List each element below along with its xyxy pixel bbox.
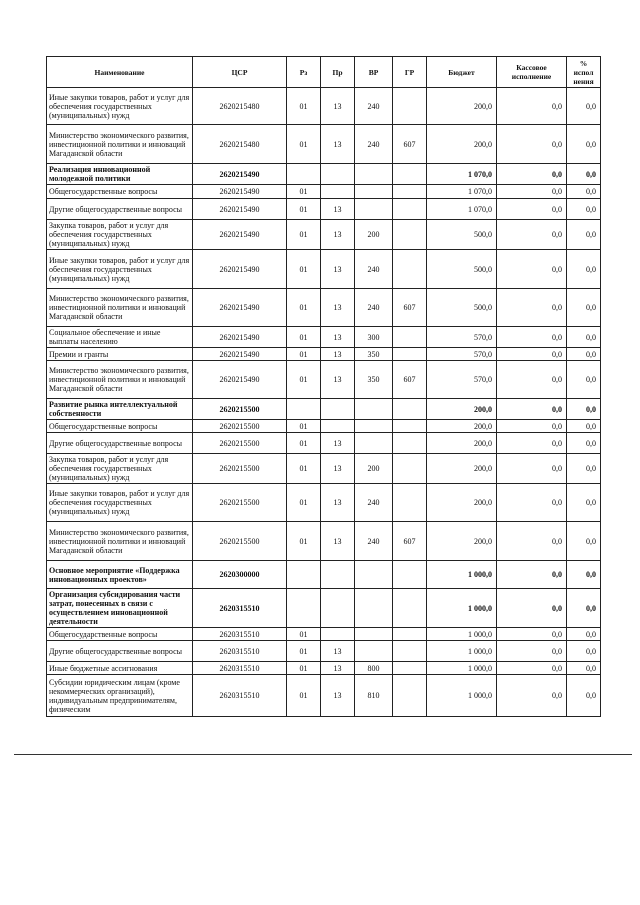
table-cell-pct: 0,0: [567, 327, 601, 348]
table-cell-csr: 2620215500: [193, 433, 287, 454]
table-cell-rz: 01: [287, 628, 321, 641]
header-pr: Пр: [321, 57, 355, 88]
table-cell-gr: [393, 433, 427, 454]
table-cell-rz: 01: [287, 662, 321, 675]
table-cell-pr: 13: [321, 220, 355, 250]
table-cell-vr: [355, 589, 393, 628]
table-cell-cash: 0,0: [497, 348, 567, 361]
table-cell-cash: 0,0: [497, 522, 567, 561]
table-cell-pct: 0,0: [567, 433, 601, 454]
table-cell-name: Иные закупки товаров, работ и услуг для обеспечения государственных (муниципальных) нужд: [47, 250, 193, 289]
table-row: [47, 454, 601, 484]
table-cell-pr: 13: [321, 125, 355, 164]
table-cell-vr: 810: [355, 675, 393, 717]
table-cell-csr: 2620215490: [193, 199, 287, 220]
table-cell-vr: 350: [355, 348, 393, 361]
table-cell-cash: 0,0: [497, 454, 567, 484]
table-cell-budget: 200,0: [427, 420, 497, 433]
table-cell-rz: [287, 164, 321, 185]
table-cell-budget: 500,0: [427, 220, 497, 250]
table-cell-cash: 0,0: [497, 164, 567, 185]
table-cell-name: Закупка товаров, работ и услуг для обеспечения государственных (муниципальных) нужд: [47, 220, 193, 250]
table-cell-pct: 0,0: [567, 641, 601, 662]
table-cell-pct: 0,0: [567, 420, 601, 433]
table-cell-budget: 1 000,0: [427, 561, 497, 589]
table-cell-vr: [355, 433, 393, 454]
table-cell-cash: 0,0: [497, 361, 567, 399]
table-cell-cash: 0,0: [497, 327, 567, 348]
table-cell-name: Министерство экономического развития, инвестиционной политики и инноваций Магаданской области: [47, 361, 193, 399]
table-cell-csr: 2620215480: [193, 88, 287, 125]
table-cell-gr: 607: [393, 125, 427, 164]
table-cell-pr: [321, 399, 355, 420]
table-cell-cash: 0,0: [497, 433, 567, 454]
table-cell-gr: [393, 662, 427, 675]
table-cell-name: Иные закупки товаров, работ и услуг для обеспечения государственных (муниципальных) нужд: [47, 484, 193, 522]
table-cell-pr: 13: [321, 641, 355, 662]
table-row: [47, 641, 601, 662]
table-cell-csr: 2620315510: [193, 675, 287, 717]
table-cell-cash: 0,0: [497, 484, 567, 522]
header-csr: ЦСР: [193, 57, 287, 88]
table-cell-vr: [355, 420, 393, 433]
table-cell-vr: 240: [355, 522, 393, 561]
table-cell-pct: 0,0: [567, 399, 601, 420]
table-cell-name: Основное мероприятие «Поддержка инновационных проектов»: [47, 561, 193, 589]
table-cell-budget: 570,0: [427, 327, 497, 348]
table-cell-name: Министерство экономического развития, инвестиционной политики и инноваций Магаданской области: [47, 289, 193, 327]
table-row: [47, 250, 601, 289]
table-cell-csr: 2620215490: [193, 361, 287, 399]
table-row: [47, 199, 601, 220]
table-cell-vr: 240: [355, 88, 393, 125]
table-cell-budget: 500,0: [427, 250, 497, 289]
table-cell-csr: 2620215500: [193, 454, 287, 484]
table-cell-csr: 2620215490: [193, 327, 287, 348]
table-cell-pr: [321, 164, 355, 185]
table-row: [47, 589, 601, 628]
table-cell-name: Развитие рынка интеллектуальной собственности: [47, 399, 193, 420]
table-cell-rz: [287, 561, 321, 589]
table-cell-cash: 0,0: [497, 589, 567, 628]
table-row: [47, 561, 601, 589]
table-row: [47, 522, 601, 561]
table-cell-budget: 200,0: [427, 125, 497, 164]
table-cell-cash: 0,0: [497, 88, 567, 125]
table-cell-budget: 200,0: [427, 484, 497, 522]
table-cell-cash: 0,0: [497, 289, 567, 327]
table-cell-rz: 01: [287, 420, 321, 433]
table-cell-pr: [321, 420, 355, 433]
table-cell-pct: 0,0: [567, 289, 601, 327]
table-cell-gr: [393, 199, 427, 220]
table-cell-pr: 13: [321, 484, 355, 522]
table-cell-budget: 200,0: [427, 433, 497, 454]
table-cell-cash: 0,0: [497, 220, 567, 250]
table-row: [47, 662, 601, 675]
table-cell-vr: 300: [355, 327, 393, 348]
table-cell-pct: 0,0: [567, 454, 601, 484]
table-cell-csr: 2620215490: [193, 289, 287, 327]
table-cell-cash: 0,0: [497, 641, 567, 662]
table-cell-name: Иные бюджетные ассигнования: [47, 662, 193, 675]
table-cell-vr: [355, 628, 393, 641]
table-row: [47, 399, 601, 420]
table-cell-pct: 0,0: [567, 361, 601, 399]
table-cell-rz: 01: [287, 454, 321, 484]
table-cell-name: Министерство экономического развития, инвестиционной политики и инноваций Магаданской области: [47, 125, 193, 164]
table-cell-pct: 0,0: [567, 589, 601, 628]
table-cell-name: Другие общегосударственные вопросы: [47, 641, 193, 662]
table-cell-pr: 13: [321, 522, 355, 561]
table-cell-pct: 0,0: [567, 628, 601, 641]
table-cell-pr: 13: [321, 662, 355, 675]
table-cell-pr: 13: [321, 348, 355, 361]
table-cell-vr: 240: [355, 125, 393, 164]
table-cell-gr: [393, 250, 427, 289]
header-rz: Рз: [287, 57, 321, 88]
table-cell-cash: 0,0: [497, 199, 567, 220]
table-cell-csr: 2620315510: [193, 641, 287, 662]
table-cell-gr: [393, 561, 427, 589]
table-cell-budget: 500,0: [427, 289, 497, 327]
table-cell-csr: 2620215480: [193, 125, 287, 164]
table-cell-cash: 0,0: [497, 662, 567, 675]
table-cell-pr: [321, 589, 355, 628]
table-cell-vr: [355, 185, 393, 199]
table-cell-csr: 2620215490: [193, 164, 287, 185]
table-cell-csr: 2620315510: [193, 662, 287, 675]
header-pct: % испол нения: [567, 57, 601, 88]
table-cell-pct: 0,0: [567, 185, 601, 199]
table-cell-gr: 607: [393, 361, 427, 399]
table-cell-csr: 2620215500: [193, 399, 287, 420]
table-cell-pct: 0,0: [567, 484, 601, 522]
table-cell-rz: 01: [287, 88, 321, 125]
table-cell-cash: 0,0: [497, 399, 567, 420]
table-cell-pr: 13: [321, 327, 355, 348]
table-cell-cash: 0,0: [497, 125, 567, 164]
table-cell-budget: 1 000,0: [427, 662, 497, 675]
table-cell-pr: 13: [321, 88, 355, 125]
table-cell-pr: 13: [321, 199, 355, 220]
page-divider-line: [14, 754, 632, 755]
table-cell-pct: 0,0: [567, 561, 601, 589]
table-cell-csr: 2620215490: [193, 220, 287, 250]
header-gr: ГР: [393, 57, 427, 88]
table-cell-name: Организация субсидирования части затрат, понесенных в связи с осуществлением инновационной деятельности: [47, 589, 193, 628]
table-cell-csr: 2620215490: [193, 185, 287, 199]
table-cell-name: Иные закупки товаров, работ и услуг для обеспечения государственных (муниципальных) нужд: [47, 88, 193, 125]
table-cell-name: Субсидии юридическим лицам (кроме некоммерческих организаций), индивидуальным предпринимателям, физическим: [47, 675, 193, 717]
table-cell-gr: [393, 484, 427, 522]
table-cell-rz: [287, 589, 321, 628]
table-cell-budget: 1 070,0: [427, 164, 497, 185]
table-cell-pct: 0,0: [567, 250, 601, 289]
table-cell-vr: [355, 641, 393, 662]
table-cell-rz: 01: [287, 185, 321, 199]
header-name: Наименование: [47, 57, 193, 88]
table-cell-budget: 1 070,0: [427, 185, 497, 199]
table-cell-gr: [393, 327, 427, 348]
table-cell-cash: 0,0: [497, 185, 567, 199]
table-cell-pr: 13: [321, 675, 355, 717]
header-budget: Бюджет: [427, 57, 497, 88]
table-cell-csr: 2620215490: [193, 348, 287, 361]
table-cell-gr: [393, 399, 427, 420]
table-cell-gr: [393, 220, 427, 250]
table-cell-name: Общегосударственные вопросы: [47, 420, 193, 433]
table-cell-rz: 01: [287, 327, 321, 348]
budget-table-sheet: [46, 56, 600, 717]
table-row: [47, 88, 601, 125]
table-cell-gr: [393, 185, 427, 199]
table-cell-vr: [355, 399, 393, 420]
table-cell-csr: 2620215490: [193, 250, 287, 289]
table-cell-rz: 01: [287, 220, 321, 250]
table-row: [47, 484, 601, 522]
table-row: [47, 220, 601, 250]
table-cell-vr: [355, 164, 393, 185]
table-cell-budget: 1 000,0: [427, 589, 497, 628]
table-cell-rz: 01: [287, 199, 321, 220]
table-cell-rz: 01: [287, 125, 321, 164]
table-cell-gr: [393, 589, 427, 628]
table-row: [47, 348, 601, 361]
table-cell-pct: 0,0: [567, 348, 601, 361]
table-cell-gr: 607: [393, 289, 427, 327]
table-cell-cash: 0,0: [497, 561, 567, 589]
header-vr: ВР: [355, 57, 393, 88]
table-cell-rz: 01: [287, 641, 321, 662]
table-cell-gr: [393, 628, 427, 641]
table-cell-vr: [355, 561, 393, 589]
table-cell-vr: 240: [355, 484, 393, 522]
header-cash: Кассовое исполнение: [497, 57, 567, 88]
table-cell-pct: 0,0: [567, 675, 601, 717]
table-cell-csr: 2620300000: [193, 561, 287, 589]
table-cell-pr: 13: [321, 433, 355, 454]
table-cell-gr: [393, 420, 427, 433]
table-cell-gr: [393, 348, 427, 361]
table-cell-pr: 13: [321, 361, 355, 399]
table-cell-budget: 1 070,0: [427, 199, 497, 220]
table-cell-budget: 1 000,0: [427, 628, 497, 641]
table-cell-name: Министерство экономического развития, инвестиционной политики и инноваций Магаданской области: [47, 522, 193, 561]
table-cell-rz: 01: [287, 675, 321, 717]
table-cell-name: Другие общегосударственные вопросы: [47, 433, 193, 454]
table-cell-rz: 01: [287, 250, 321, 289]
table-row: [47, 185, 601, 199]
table-cell-rz: 01: [287, 289, 321, 327]
table-cell-budget: 200,0: [427, 522, 497, 561]
table-row: [47, 628, 601, 641]
table-cell-vr: 350: [355, 361, 393, 399]
table-cell-pr: 13: [321, 454, 355, 484]
table-cell-rz: 01: [287, 348, 321, 361]
header-row: [47, 57, 601, 88]
table-cell-vr: 240: [355, 289, 393, 327]
table-cell-rz: 01: [287, 361, 321, 399]
table-row: [47, 289, 601, 327]
budget-execution-table: [46, 56, 601, 717]
table-cell-csr: 2620315510: [193, 628, 287, 641]
table-cell-name: Премии и гранты: [47, 348, 193, 361]
table-cell-gr: 607: [393, 522, 427, 561]
table-cell-gr: [393, 88, 427, 125]
table-cell-pr: 13: [321, 250, 355, 289]
table-cell-vr: 200: [355, 220, 393, 250]
table-cell-name: Общегосударственные вопросы: [47, 628, 193, 641]
table-cell-name: Общегосударственные вопросы: [47, 185, 193, 199]
table-cell-budget: 200,0: [427, 399, 497, 420]
table-row: [47, 361, 601, 399]
table-cell-csr: 2620315510: [193, 589, 287, 628]
table-cell-budget: 570,0: [427, 361, 497, 399]
table-cell-name: Реализация инновационной молодежной политики: [47, 164, 193, 185]
table-cell-rz: 01: [287, 433, 321, 454]
table-cell-vr: [355, 199, 393, 220]
table-cell-gr: [393, 164, 427, 185]
table-cell-budget: 570,0: [427, 348, 497, 361]
table-cell-pr: [321, 561, 355, 589]
table-cell-budget: 200,0: [427, 454, 497, 484]
table-cell-name: Закупка товаров, работ и услуг для обеспечения государственных (муниципальных) нужд: [47, 454, 193, 484]
table-cell-pct: 0,0: [567, 662, 601, 675]
table-row: [47, 164, 601, 185]
table-cell-pct: 0,0: [567, 88, 601, 125]
table-cell-pr: [321, 628, 355, 641]
table-cell-pct: 0,0: [567, 522, 601, 561]
table-cell-pr: 13: [321, 289, 355, 327]
table-cell-vr: 240: [355, 250, 393, 289]
table-row: [47, 327, 601, 348]
table-cell-csr: 2620215500: [193, 484, 287, 522]
table-cell-name: Другие общегосударственные вопросы: [47, 199, 193, 220]
table-cell-budget: 200,0: [427, 88, 497, 125]
table-cell-pct: 0,0: [567, 164, 601, 185]
table-cell-pr: [321, 185, 355, 199]
table-cell-cash: 0,0: [497, 628, 567, 641]
table-cell-pct: 0,0: [567, 220, 601, 250]
table-cell-csr: 2620215500: [193, 420, 287, 433]
table-cell-cash: 0,0: [497, 675, 567, 717]
table-cell-cash: 0,0: [497, 420, 567, 433]
table-cell-name: Социальное обеспечение и иные выплаты населению: [47, 327, 193, 348]
table-cell-cash: 0,0: [497, 250, 567, 289]
table-cell-csr: 2620215500: [193, 522, 287, 561]
table-cell-rz: [287, 399, 321, 420]
table-cell-rz: 01: [287, 522, 321, 561]
table-cell-vr: 800: [355, 662, 393, 675]
table-row: [47, 125, 601, 164]
table-row: [47, 675, 601, 717]
table-row: [47, 433, 601, 454]
table-cell-gr: [393, 454, 427, 484]
table-cell-budget: 1 000,0: [427, 675, 497, 717]
table-cell-pct: 0,0: [567, 199, 601, 220]
table-cell-vr: 200: [355, 454, 393, 484]
table-row: [47, 420, 601, 433]
table-cell-gr: [393, 675, 427, 717]
table-cell-pct: 0,0: [567, 125, 601, 164]
table-cell-gr: [393, 641, 427, 662]
table-cell-rz: 01: [287, 484, 321, 522]
table-cell-budget: 1 000,0: [427, 641, 497, 662]
